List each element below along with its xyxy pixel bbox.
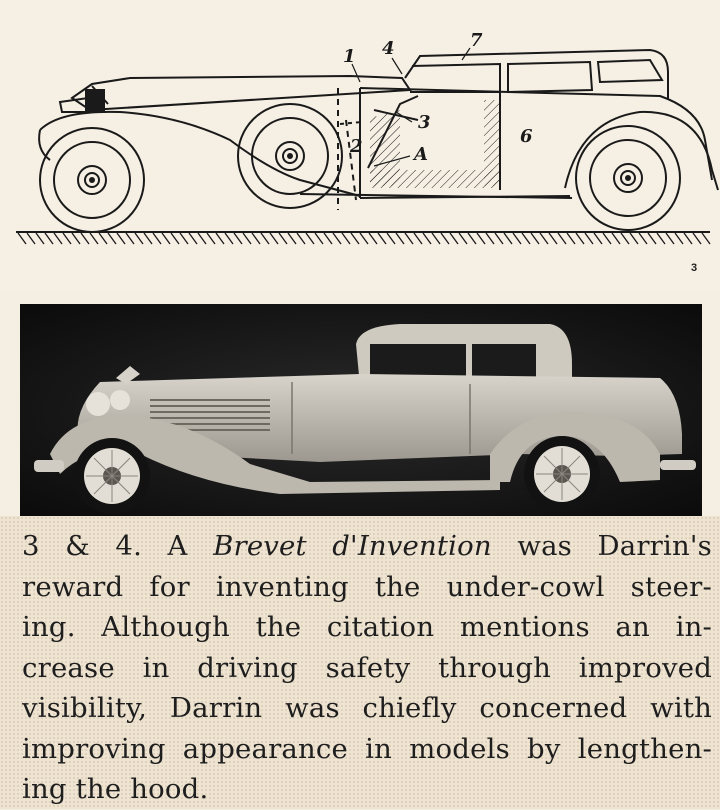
caption-box <box>0 516 720 809</box>
caption-line: crease in driving safety through improved <box>22 651 712 684</box>
car-photo-icon <box>20 304 702 516</box>
caption-line: ing the hood. <box>22 773 209 805</box>
figure-number: 3 <box>691 262 698 274</box>
caption-line: ing. Although the citation mentions an in- <box>22 611 712 643</box>
caption-text <box>22 526 712 810</box>
label-a: A <box>414 144 428 165</box>
label-7: 7 <box>470 30 483 51</box>
caption-line: reward for inventing the under-cowl steer- <box>22 570 712 603</box>
car-photograph <box>20 304 702 516</box>
label-3: 3 <box>418 112 431 133</box>
label-6: 6 <box>520 126 533 147</box>
label-1: 1 <box>343 46 356 67</box>
label-4: 4 <box>382 38 395 59</box>
caption-line: 3 & 4. A Brevet d'Invention was Darrin's <box>22 530 712 562</box>
label-2: 2 <box>350 136 363 157</box>
patent-drawing <box>0 0 720 290</box>
caption-line: visibility, Darrin was chiefly concerned with <box>22 692 712 724</box>
caption-emphasis: Brevet d'Invention <box>213 530 492 562</box>
caption-line: improving appearance in models by lengthen- <box>22 732 712 765</box>
